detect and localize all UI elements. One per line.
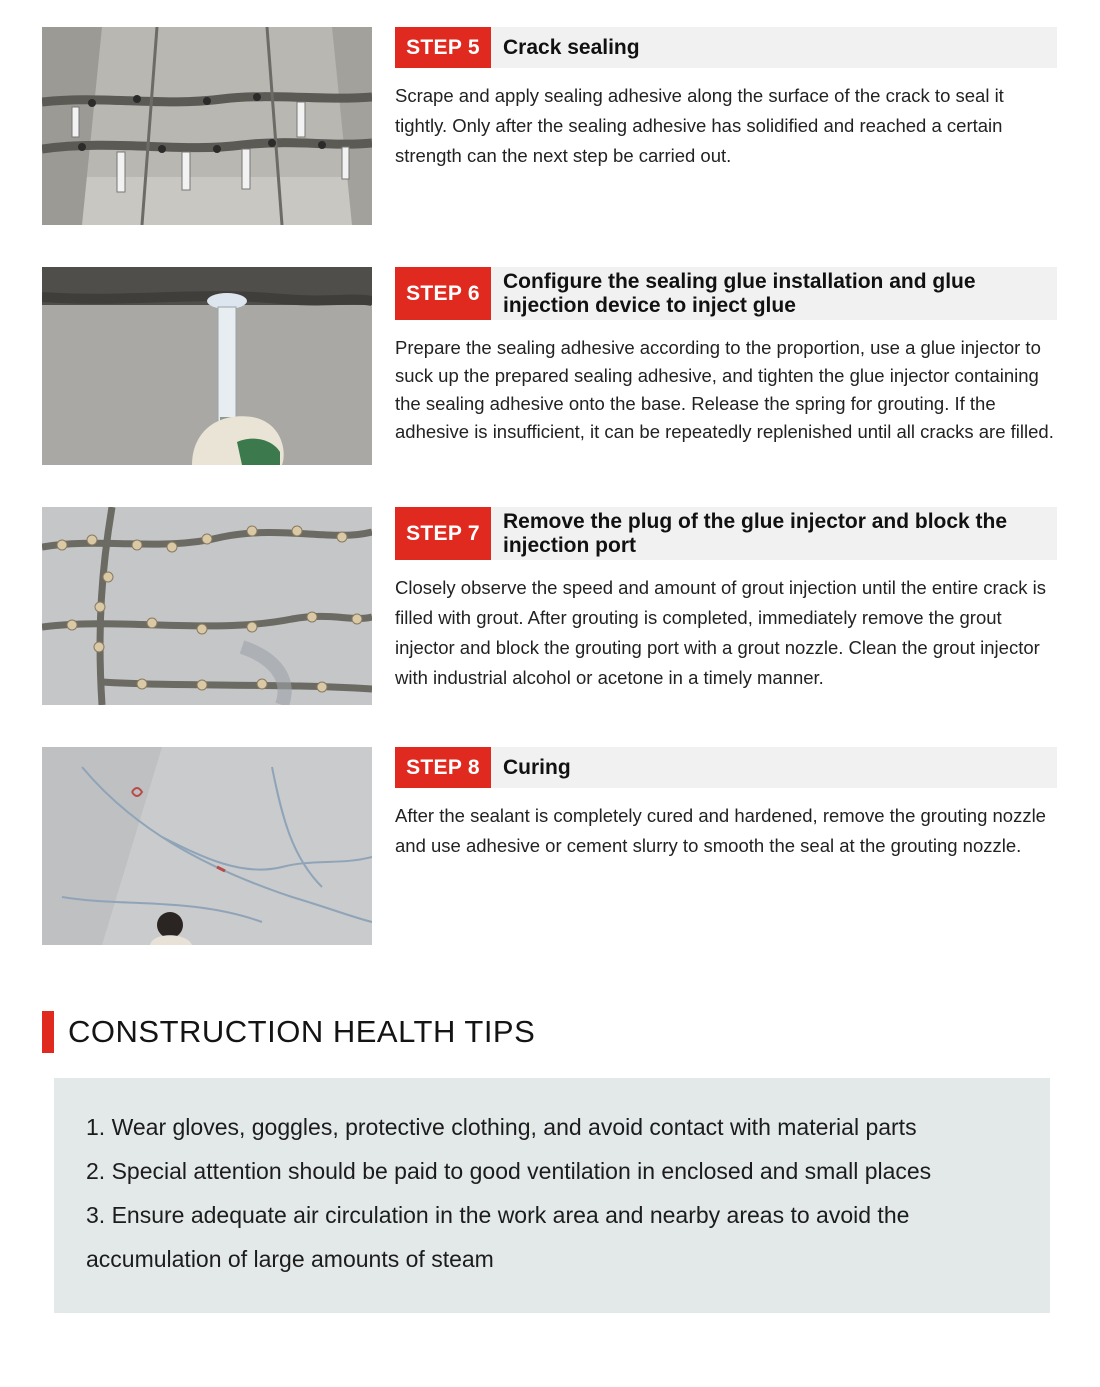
tip-item: 3. Ensure adequate air circulation in the work area and nearby areas to avoid the accumulation of large amounts of steam	[86, 1202, 910, 1272]
step-title: Configure the sealing glue installation and glue injection device to inject glue	[503, 270, 976, 317]
step-row-7	[42, 507, 1057, 705]
step-title: Remove the plug of the glue injector and block the injection port	[503, 510, 1008, 557]
step-6-header	[395, 267, 1057, 320]
step-row-8	[42, 747, 1057, 945]
section-accent-bar	[42, 1011, 54, 1053]
tips-box	[54, 1078, 1050, 1313]
step-description: Scrape and apply sealing adhesive along the surface of the crack to seal it tightly. Only after the sealing adhesive has solidified and reached a certain strength can the next step be carried out.	[395, 85, 1004, 166]
curing-photo	[42, 747, 372, 945]
step-title: Curing	[503, 756, 571, 779]
step-5-header	[395, 27, 1057, 68]
step-description: Prepare the sealing adhesive according to the proportion, use a glue injector to suck up the prepared sealing adhesive, and tighten the glue injector containing the sealing adhesive onto the base. Release the spring for grouting. If the adhesive is insufficient, it can be repeatedly replenished until all cracks are filled.	[395, 337, 1054, 442]
step-badge: STEP 8	[395, 747, 491, 788]
step-5-photo	[42, 27, 372, 225]
injection-port-photo	[42, 507, 372, 705]
step-badge: STEP 7	[395, 507, 491, 560]
step-row-6	[42, 267, 1057, 465]
step-description: After the sealant is completely cured and hardened, remove the grouting nozzle and use adhesive or cement slurry to smooth the seal at the grouting nozzle.	[395, 805, 1046, 856]
step-title: Crack sealing	[503, 36, 640, 59]
section-heading: CONSTRUCTION HEALTH TIPS	[68, 1014, 536, 1049]
step-badge: STEP 5	[395, 27, 491, 68]
step-8-header	[395, 747, 1057, 788]
step-row-5	[42, 27, 1057, 225]
step-description: Closely observe the speed and amount of grout injection until the entire crack is filled with grout. After grouting is completed, immediately remove the grout injector and block the grouting port with a grout nozzle. Clean the grout injector with industrial alcohol or acetone in a timely manner.	[395, 577, 1046, 688]
crack-sealing-photo	[42, 27, 372, 225]
step-7-photo	[42, 507, 372, 705]
step-6-photo	[42, 267, 372, 465]
tip-item: 1. Wear gloves, goggles, protective clothing, and avoid contact with material parts	[86, 1114, 917, 1140]
tip-item: 2. Special attention should be paid to good ventilation in enclosed and small places	[86, 1158, 932, 1184]
section-title	[42, 1011, 535, 1053]
glue-injection-photo	[42, 267, 372, 465]
step-8-photo	[42, 747, 372, 945]
step-badge: STEP 6	[395, 267, 491, 320]
step-7-header	[395, 507, 1057, 560]
